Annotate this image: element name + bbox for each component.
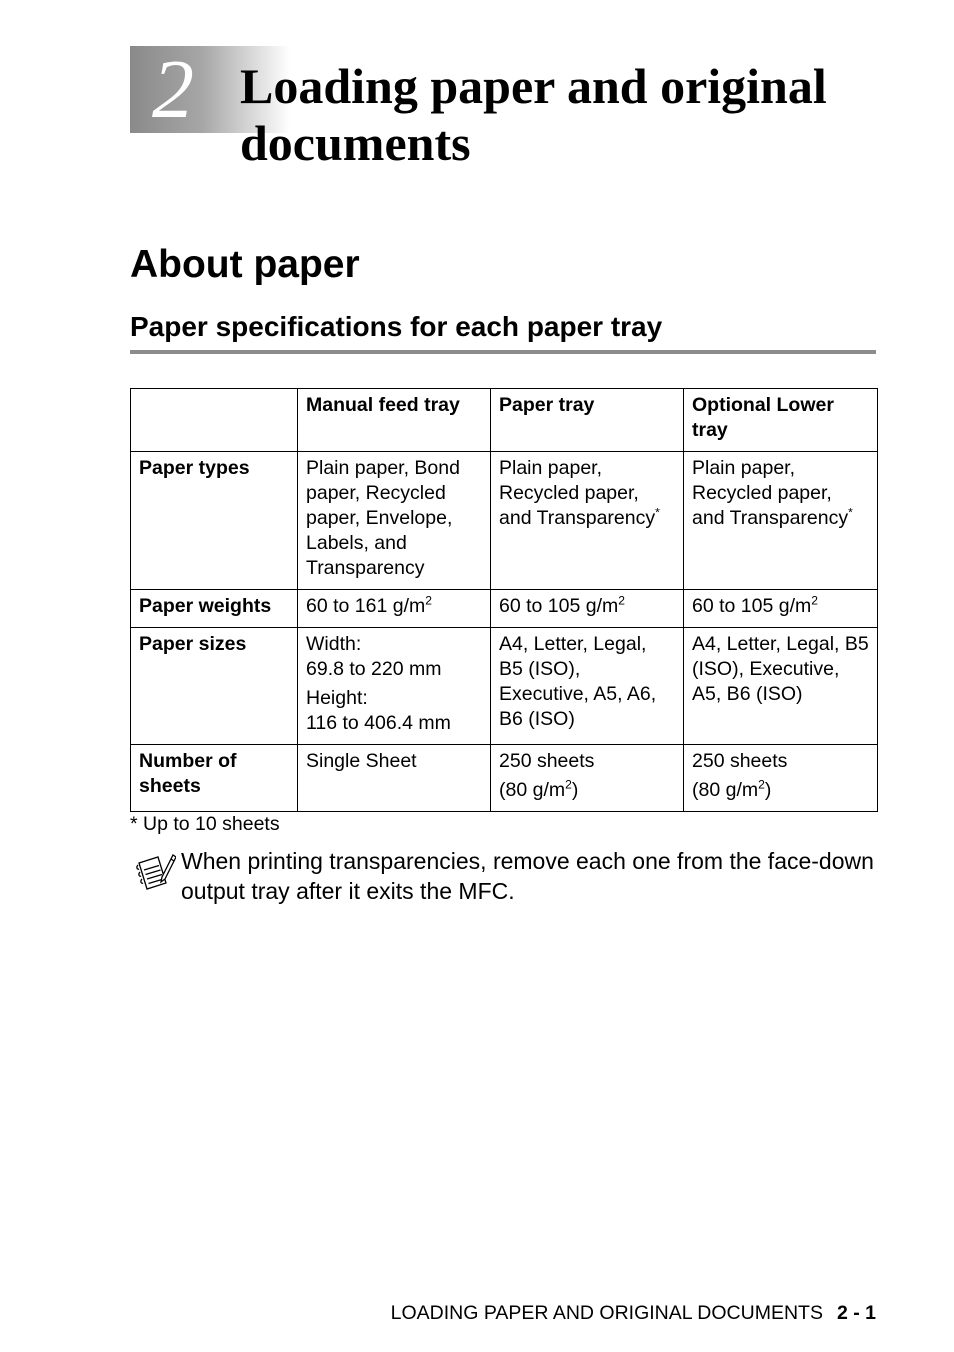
footnote-mark: *	[848, 505, 853, 520]
cell-tray	[491, 745, 684, 812]
cell-lower	[684, 745, 878, 812]
cell-manual	[298, 590, 491, 628]
table-row-paper-sizes	[131, 628, 878, 745]
width-label: Width:	[306, 633, 362, 655]
height-value: 116 to 406.4 mm	[306, 712, 451, 734]
sheet-weight	[692, 778, 869, 803]
sheet-count: 250 sheets	[499, 750, 595, 772]
cell-tray	[491, 590, 684, 628]
note-pencil-icon	[136, 851, 176, 893]
row-label: Number of sheets	[131, 745, 298, 812]
footnote: * Up to 10 sheets	[130, 813, 280, 835]
table-header-row	[131, 389, 878, 452]
cell-text: 60 to 105 g/m	[692, 595, 812, 617]
page-footer	[391, 1300, 876, 1326]
sheet-count: 250 sheets	[692, 750, 788, 772]
exponent: 2	[425, 593, 432, 608]
table-row-paper-weights	[131, 590, 878, 628]
chapter-title: Loading paper and original documents	[240, 58, 827, 171]
cell-manual	[298, 628, 491, 745]
row-label: Paper sizes	[131, 628, 298, 745]
paper-spec-table	[130, 388, 878, 812]
cell-manual: Plain paper, Bond paper, Recycled paper, Envelope, Labels, and Transparency	[298, 452, 491, 590]
weight-text: (80 g/m	[499, 779, 566, 801]
cell-manual: Single Sheet	[298, 745, 491, 812]
page-number: 2 - 1	[836, 1302, 876, 1324]
width-value: 69.8 to 220 mm	[306, 658, 442, 680]
exponent: 2	[811, 593, 818, 608]
weight-close: )	[571, 779, 579, 801]
cell-text: Plain paper, Recycled paper, and Transparency	[499, 457, 656, 529]
cell-lower: A4, Letter, Legal, B5 (ISO), Executive, A5, B6 (ISO)	[684, 628, 878, 745]
section-rule	[130, 350, 876, 354]
cell-text: 60 to 161 g/m	[306, 595, 426, 617]
cell-tray	[491, 452, 684, 590]
table-row-number-of-sheets	[131, 745, 878, 812]
sheet-weight	[499, 778, 675, 803]
table-row-paper-types	[131, 452, 878, 590]
chapter-number: 2	[152, 43, 194, 136]
subsection-title: Paper specifications for each paper tray	[130, 311, 663, 342]
cell-text: Plain paper, Recycled paper, and Transparency	[692, 457, 849, 529]
cell-lower	[684, 590, 878, 628]
section-title: About paper	[130, 243, 360, 286]
exponent: 2	[758, 777, 765, 792]
cell-tray: A4, Letter, Legal, B5 (ISO), Executive, A5, A6, B6 (ISO)	[491, 628, 684, 745]
table-header-paper-tray: Paper tray	[491, 389, 684, 452]
footer-label: LOADING PAPER AND ORIGINAL DOCUMENTS	[390, 1302, 823, 1324]
exponent: 2	[618, 593, 625, 608]
cell-text: 60 to 105 g/m	[499, 595, 619, 617]
table-header-cell-empty	[131, 389, 298, 452]
weight-text: (80 g/m	[692, 779, 759, 801]
row-label: Paper weights	[131, 590, 298, 628]
height-label: Height:	[306, 687, 368, 709]
note-text: When printing transparencies, remove each one from the face-down output tray after it exits the MFC.	[181, 848, 874, 904]
exponent: 2	[565, 777, 572, 792]
footnote-mark: *	[655, 505, 660, 520]
table-header-optional-lower: Optional Lower tray	[684, 389, 878, 452]
cell-lower	[684, 452, 878, 590]
row-label: Paper types	[131, 452, 298, 590]
weight-close: )	[764, 779, 772, 801]
table-header-manual-feed: Manual feed tray	[298, 389, 491, 452]
